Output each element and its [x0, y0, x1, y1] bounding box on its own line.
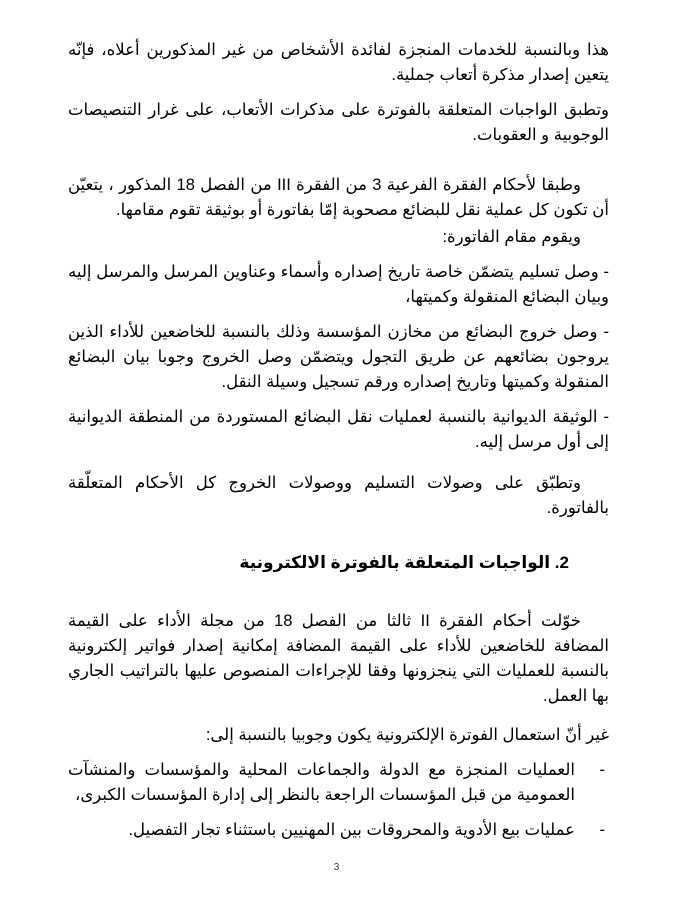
bullet-dash: -: [599, 761, 605, 779]
page-number: 3: [333, 862, 340, 873]
list-item: [68, 758, 609, 808]
list-item-text: العمليات المنجزة مع الدولة والجماعات المحلية والمؤسسات والمنشآت العمومية من قبل المؤسسات الراجعة بالنظر إلى إدارة المؤسسات الكبرى،: [68, 761, 575, 804]
paragraph-invoice-substitutes-intro: ويقوم مقام الفاتورة:: [442, 228, 581, 246]
paragraph-electronic-invoicing: خوّلت أحكام الفقرة II ثالثا من الفصل 18 من مجلة الأداء على القيمة المضافة للخاضعين للأداء على القيمة المضافة إمكانية إصدار فواتير إلكترونية بالنسبة للعمليات التي ينجزونها وفقا للإجراءات المنصوص عليها بالتراتيب الجاري بها العمل.: [68, 612, 609, 705]
document-page: [68, 38, 609, 843]
bullet-dash: -: [599, 821, 605, 839]
substitute-exit-note: - وصل خروج البضائع من مخازن المؤسسة وذلك بالنسبة للخاضعين للأداء الذين يروجون بضائعهم عن طريق التجول ويتضمّن وصل الخروج وجوبا بيان البضائع المنقولة وكميتها وتاريخ إصداره ورقم تسجيل وسيلة النقل.: [68, 323, 609, 391]
section-heading: 2. الواجبات المتعلقة بالفوترة الالكترونية: [239, 553, 569, 572]
paragraph-transport-goods: وطبقا لأحكام الفقرة الفرعية 3 من الفقرة III من الفصل 18 المذكور ، يتعيّن أن تكون كل عملية نقل للبضائع مصحوبة إمّا بفاتورة أو بوثيقة تقوم مقامها.: [68, 176, 609, 219]
list-item: [68, 818, 609, 843]
substitute-delivery-note: - وصل تسليم يتضمّن خاصة تاريخ إصداره وأسماء وعناوين المرسل والمرسل إليه وبيان البضائع المنقولة وكميتها،: [68, 263, 609, 306]
paragraph-invoicing-obligations: وتطبق الواجبات المتعلقة بالفوترة على مذكرات الأتعاب، على غرار التنصيصات الوجوبية و العقوبات.: [68, 101, 609, 144]
substitute-customs-document: - الوثيقة الديوانية بالنسبة لعمليات نقل البضائع المستوردة من المنطقة الديوانية إلى أول مرسل إليه.: [68, 408, 609, 451]
list-item-text: عمليات بيع الأدوية والمحروقات بين المهنيين باستثناء تجار التفصيل.: [128, 821, 575, 839]
paragraph-notes-provisions: وتطبّق على وصولات التسليم ووصولات الخروج كل الأحكام المتعلّقة بالفاتورة.: [68, 474, 609, 517]
paragraph-mandatory-intro: غير أنّ استعمال الفوترة الإلكترونية يكون وجوبيا بالنسبة إلى:: [205, 726, 609, 744]
paragraph-fee-notes: هذا وبالنسبة للخدمات المنجزة لفائدة الأشخاص من غير المذكورين أعلاه، فإنّه يتعين إصدار مذكرة أتعاب جملية.: [68, 41, 609, 84]
